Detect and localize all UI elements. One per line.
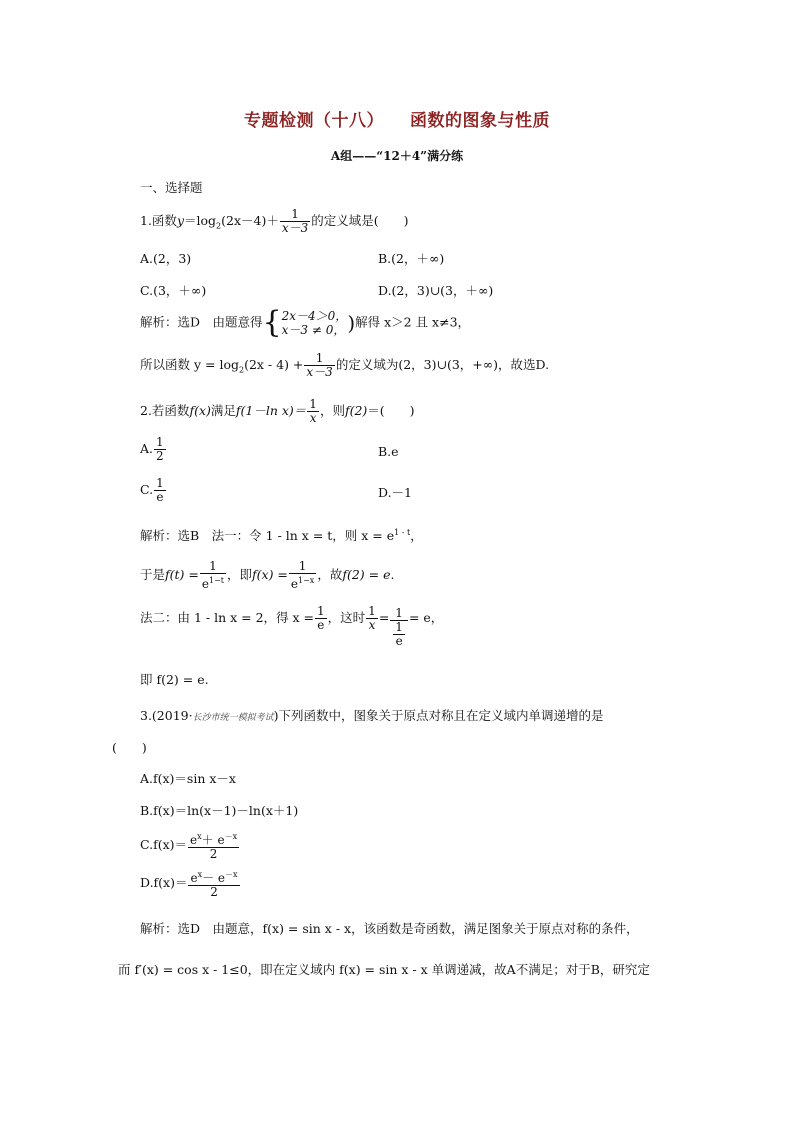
question-3-option-a: A.f(x)＝sin x－x xyxy=(140,771,236,786)
question-3-option-d: D.f(x)＝ $\frac{e^x- e^{-x}}{2}$ xyxy=(140,870,238,899)
section-heading: 一、选择题 xyxy=(140,180,203,195)
question-1-stem: 1.函数$y=\log_2(2x-4)+$ $\frac{1}{x-3}$ 的定义域是( ) xyxy=(140,207,409,235)
question-3-solution-2: 而 f′(x) = cos x - 1≤0，即在定义域内 f(x) = sin x - x 单调递减，故A不满足；对于B，研究定 xyxy=(118,962,650,977)
question-3-stem: 3.(2019·长沙市统一模拟考试)下列函数中，图象关于原点对称且在定义域内单调递增的是 xyxy=(140,708,604,723)
equation-system: 2x－4＞0， x－3 ≠ 0， xyxy=(281,309,348,337)
question-2-option-b: B.e xyxy=(378,444,399,459)
question-3-option-b: B.f(x)＝ln(x－1)－ln(x＋1) xyxy=(140,803,299,818)
title-topic: 函数的图象与性质 xyxy=(410,111,550,131)
question-2-solution-4: 即 f(2) = e. xyxy=(140,672,209,687)
page-title xyxy=(0,106,794,131)
question-2-option-c: C. $\frac{1}{e}$ xyxy=(140,476,164,504)
page-subtitle: A组——“12＋4”满分练 xyxy=(330,149,464,163)
question-1-option-b: B.(2，＋∞) xyxy=(378,251,445,266)
question-1-option-d: D.(2，3)∪(3，＋∞) xyxy=(378,283,494,298)
brace-icon: { xyxy=(262,305,282,340)
question-1-option-c: C.(3，＋∞) xyxy=(140,283,207,298)
question-3-answer-paren: ( ) xyxy=(112,740,147,755)
question-1-solution: 解析：选D 由题意得{ 2x－4＞0， x－3 ≠ 0， )解得 x＞2 且 x≠3， xyxy=(140,305,471,340)
title-series: 专题检测（十八） xyxy=(244,111,384,131)
question-2-solution-2: 于是f(t) = $\frac{1}{e^{1-t}}$ ，即f(x) = $\frac{1}{e^{1-x}}$ ，故f(2) = e. xyxy=(140,559,395,591)
question-1-solution-cont: 所以函数 $y = \log_2(2x - 4)$ + $\frac{1}{x-3}$ 的定义域为(2，3)∪(3，+∞)，故选D. xyxy=(140,351,550,379)
question-2-solution-3: 法二：由 1 - ln x = 2，得 x = $\frac{1}{e}$ ，这时 $\frac{1}{x}$ = $\frac{1}{\frac{1}{e}}$ = e， xyxy=(140,604,444,648)
question-2-stem: 2.若函数f(x)满足f(1－ln x)＝ $\frac{1}{x}$ ，则f(2)＝( ) xyxy=(140,397,415,425)
question-3-solution-1: 解析：选D 由题意，f(x) = sin x - x，该函数是奇函数，满足图象关于原点对称的条件， xyxy=(140,921,639,936)
question-2-solution-1: 解析：选B 法一：令 1 - ln x = t，则 $x = e^{1 - t}$， xyxy=(140,528,423,544)
question-2-option-d: D.－1 xyxy=(378,485,413,500)
question-2-option-a: A. $\frac{1}{2}$ xyxy=(140,435,164,463)
fraction: $\frac{1}{x-3}$ xyxy=(281,207,309,235)
question-3-option-c: C.f(x)＝ $\frac{e^x+ e^{-x}}{2}$ xyxy=(140,832,238,861)
question-1-option-a: A.(2，3) xyxy=(140,251,192,266)
